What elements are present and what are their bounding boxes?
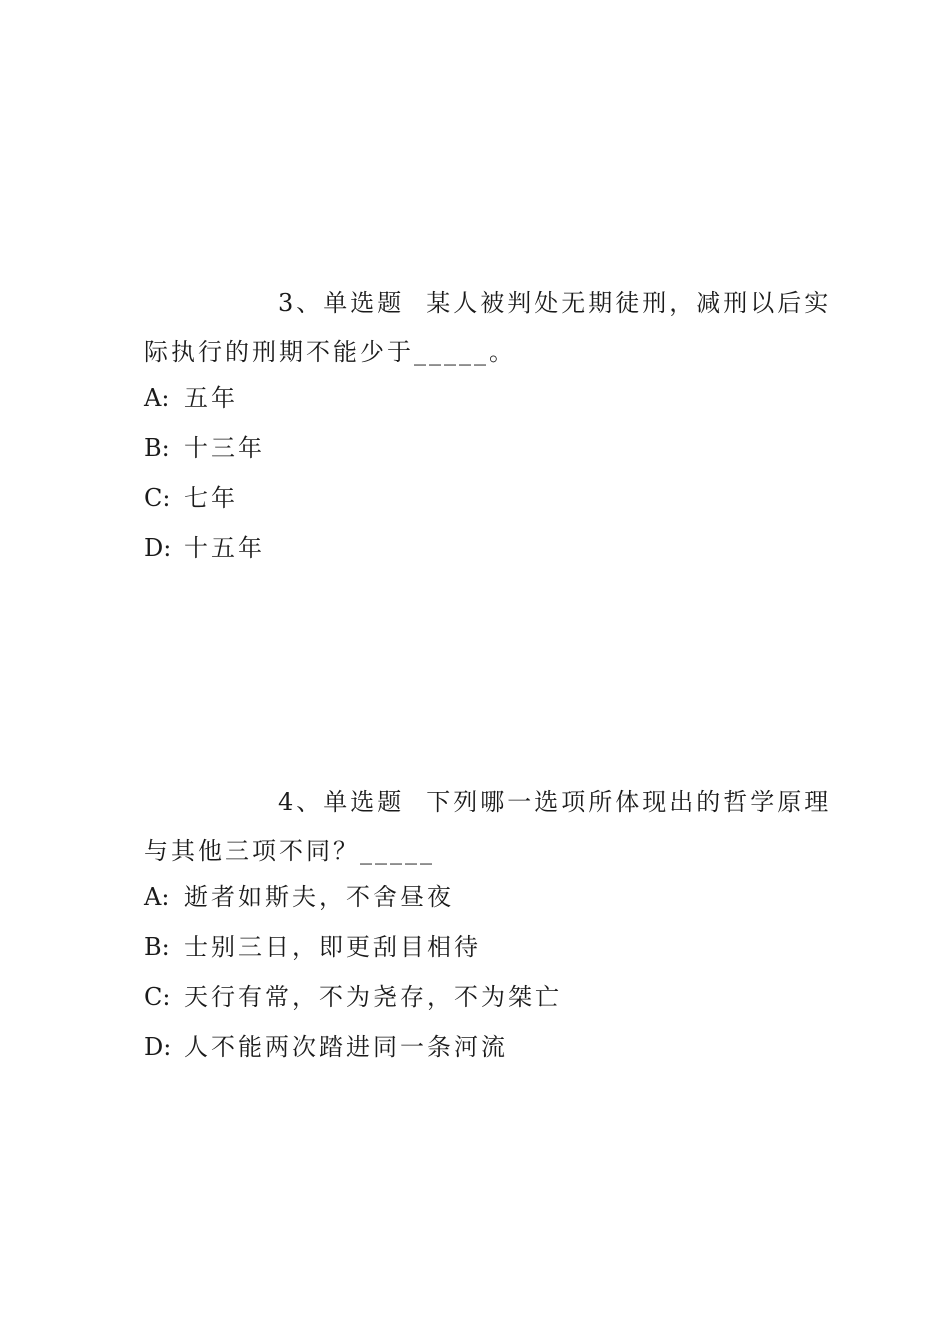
option-d[interactable]	[144, 1032, 806, 1082]
option-text: 逝者如斯夫，不舍昼夜	[184, 883, 454, 911]
option-text: 天行有常，不为尧存，不为桀亡	[184, 983, 562, 1011]
question-stem-line-1	[144, 784, 832, 833]
option-text: 十三年	[184, 434, 265, 462]
question-4	[144, 784, 832, 1082]
question-type: 单选题	[323, 788, 405, 816]
option-letter: A:	[144, 384, 170, 412]
question-number: 3、	[278, 289, 324, 317]
option-c[interactable]	[144, 982, 806, 1032]
option-b[interactable]	[144, 433, 806, 483]
option-text: 人不能两次踏进同一条河流	[184, 1033, 508, 1061]
option-letter: C:	[144, 484, 171, 512]
option-letter: D:	[144, 534, 172, 562]
option-text: 十五年	[184, 534, 265, 562]
question-stem-line-2: 际执行的刑期不能少于_____。	[144, 338, 516, 366]
option-a[interactable]	[144, 882, 806, 932]
option-letter: D:	[144, 1033, 172, 1061]
option-text: 五年	[184, 384, 238, 412]
option-letter: A:	[144, 883, 170, 911]
option-c[interactable]	[144, 483, 806, 533]
option-letter: C:	[144, 983, 171, 1011]
question-number: 4、	[278, 788, 324, 816]
question-stem-text: 某人被判处无期徒刑，减刑以后实	[426, 289, 832, 317]
question-type: 单选题	[323, 289, 405, 317]
option-a[interactable]	[144, 383, 806, 433]
question-stem-line-1	[144, 285, 832, 334]
question-stem-text: 下列哪一选项所体现出的哲学原理	[426, 788, 832, 816]
question-3	[144, 285, 832, 583]
option-d[interactable]	[144, 533, 806, 583]
option-b[interactable]	[144, 932, 806, 982]
option-text: 七年	[184, 484, 238, 512]
option-letter: B:	[144, 933, 170, 961]
option-letter: B:	[144, 434, 170, 462]
option-text: 士别三日，即更刮目相待	[184, 933, 481, 961]
question-stem-line-2: 与其他三项不同？_____	[144, 837, 435, 865]
